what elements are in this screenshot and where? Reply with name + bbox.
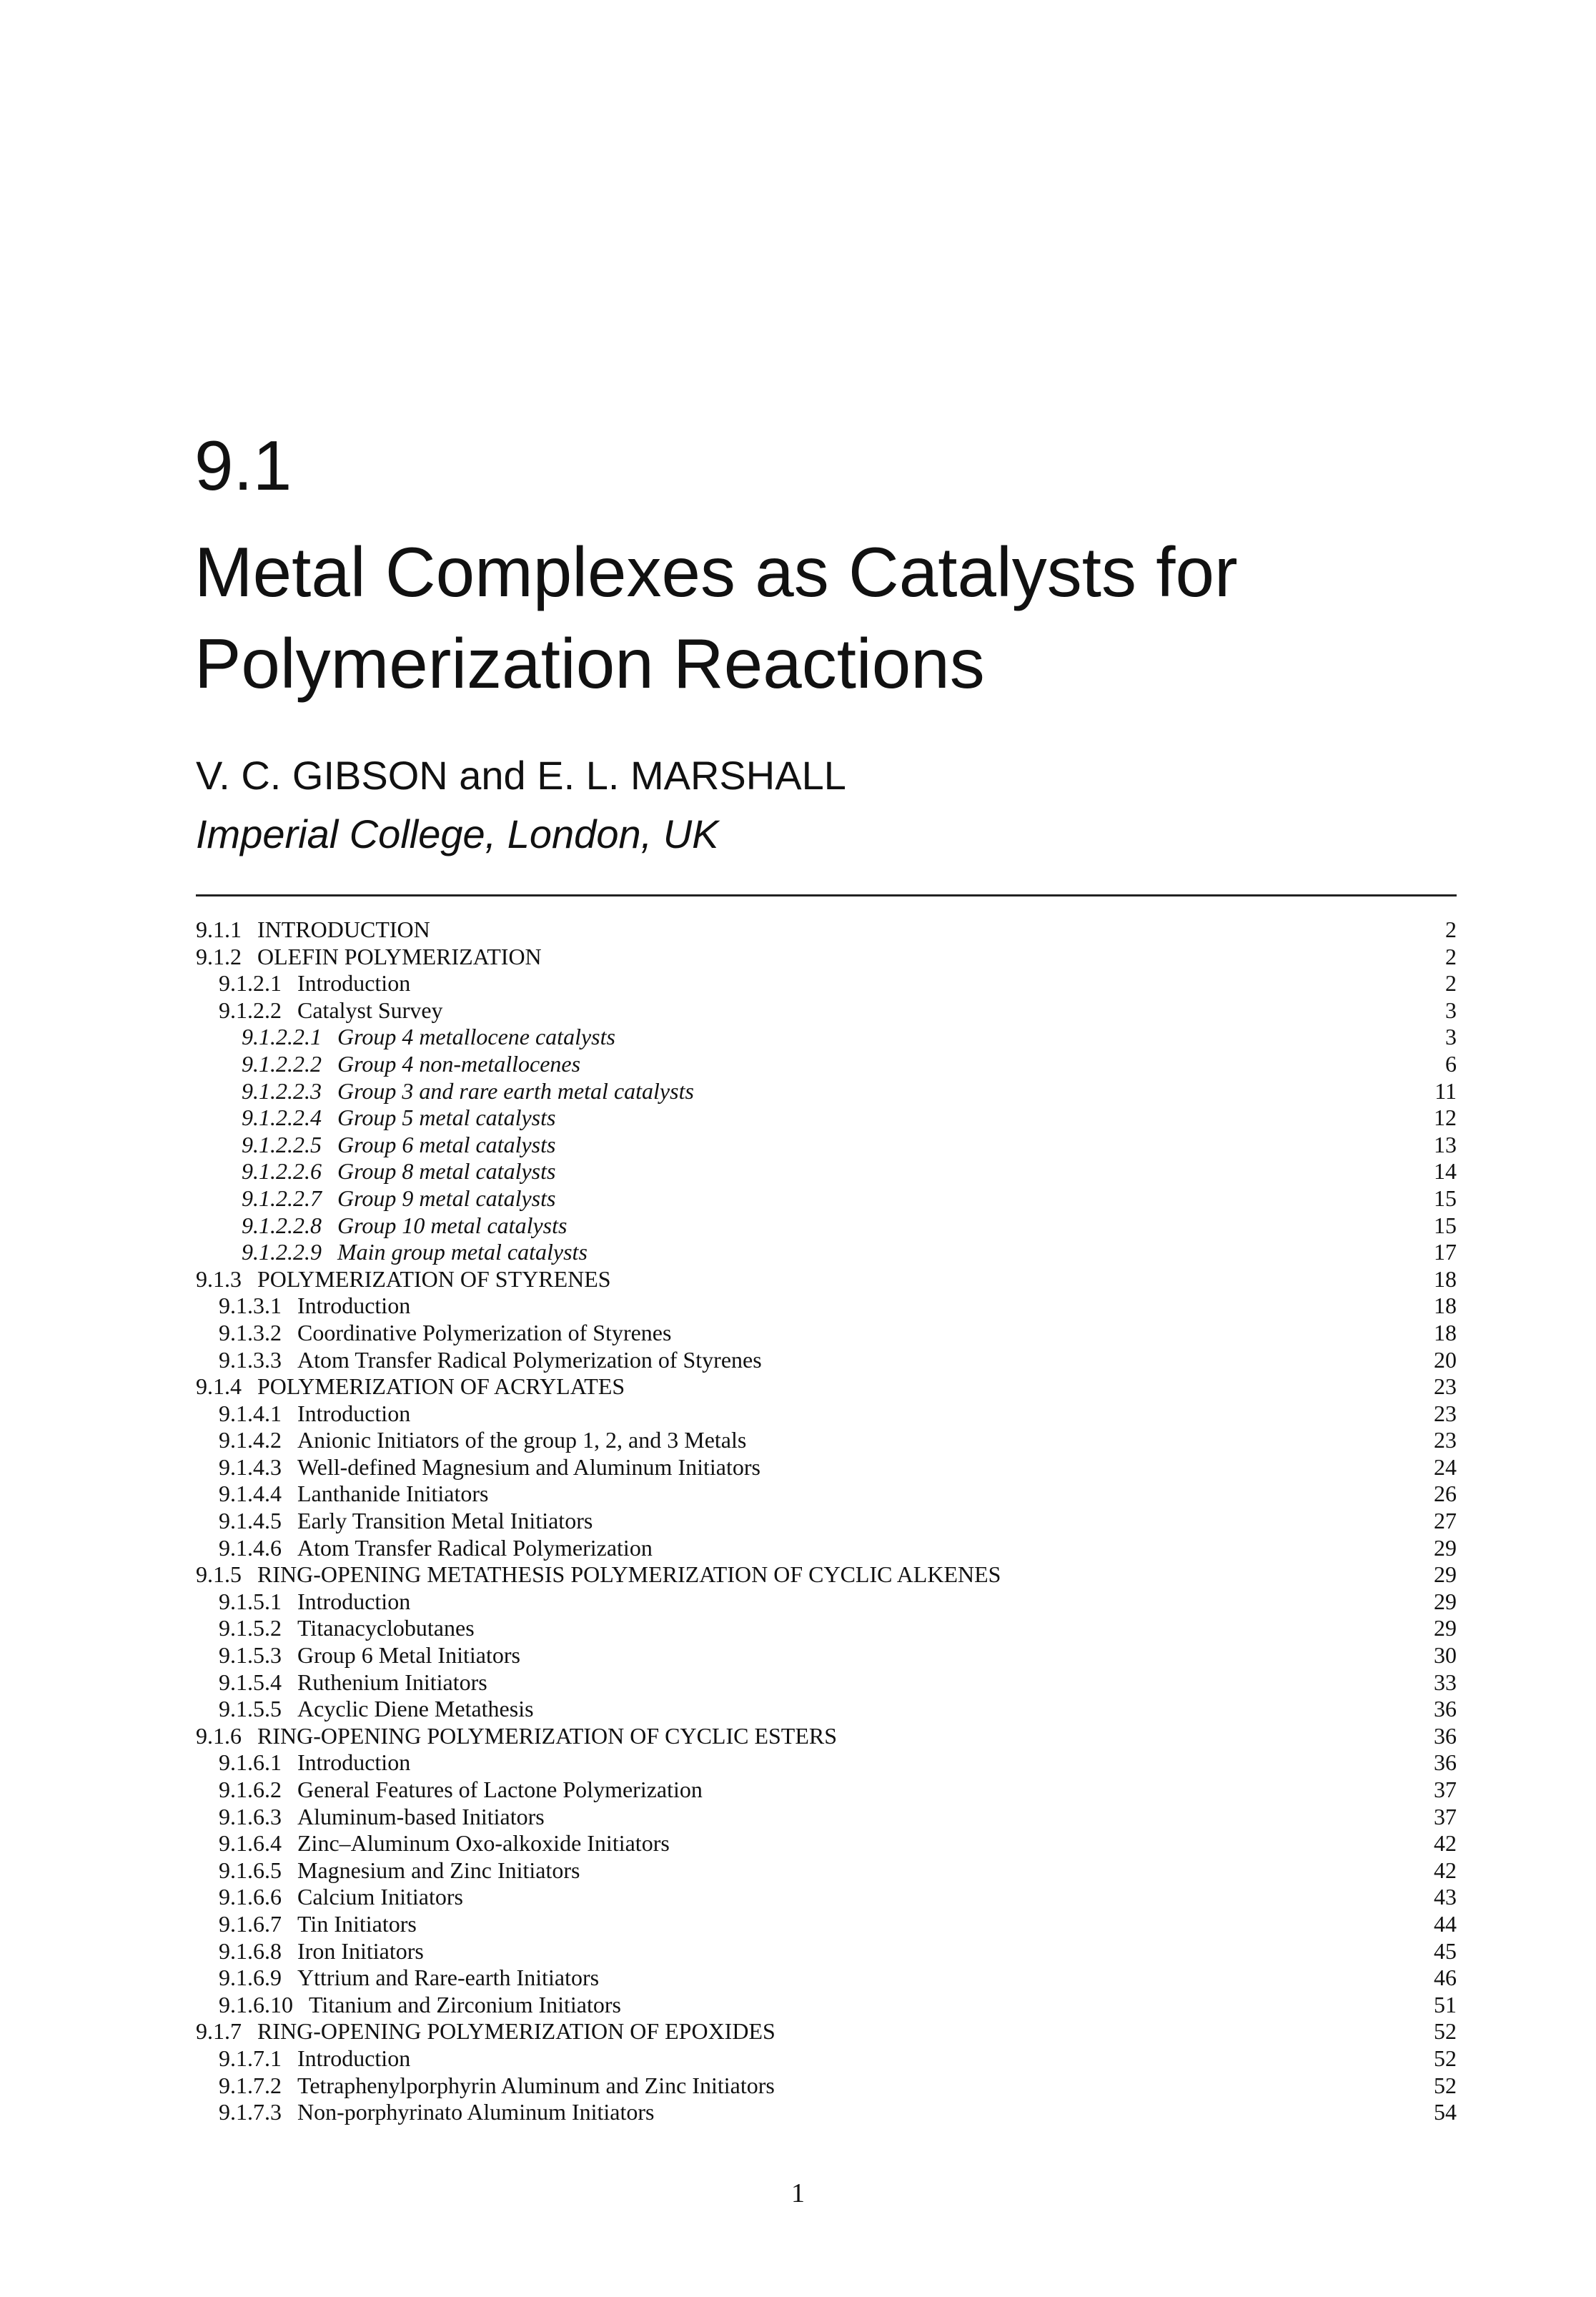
toc-entry: [196, 1347, 1457, 1374]
toc-entry: [196, 1615, 1457, 1642]
toc-entry-title: RING-OPENING METATHESIS POLYMERIZATION OF CYCLIC ALKENES: [257, 1561, 1001, 1588]
toc-entry: [196, 1857, 1457, 1884]
toc-entry-page: 2: [1445, 917, 1457, 942]
toc-entry-page: 29: [1434, 1588, 1457, 1614]
toc-entry-title: Titanium and Zirconium Initiators: [309, 1991, 621, 2017]
toc-entry-number: 9.1.2.2.6: [242, 1158, 322, 1185]
toc-entry-page: 15: [1434, 1185, 1457, 1211]
toc-entry-page: 2: [1445, 943, 1457, 969]
toc-entry: [196, 1293, 1457, 1320]
toc-entry-title: Group 9 metal catalysts: [337, 1185, 556, 1211]
toc-entry-page: 23: [1434, 1400, 1457, 1426]
toc-entry: [196, 1078, 1457, 1105]
toc-entry-number: 9.1.6.5: [219, 1857, 282, 1883]
affiliation: Imperial College, London, UK: [196, 811, 719, 856]
toc-entry-page: 36: [1434, 1722, 1457, 1749]
toc-entry-page: 18: [1434, 1265, 1457, 1292]
toc-entry-page: 29: [1434, 1615, 1457, 1641]
toc-entry: [196, 1024, 1457, 1051]
toc-entry-title: Group 5 metal catalysts: [337, 1105, 556, 1131]
toc-entry: [196, 2099, 1457, 2126]
toc-entry-page: 27: [1434, 1508, 1457, 1534]
toc-entry: [196, 1535, 1457, 1562]
toc-entry-number: 9.1.7.3: [219, 2099, 282, 2125]
toc-entry-page: 23: [1434, 1427, 1457, 1453]
toc-entry-title: Introduction: [297, 1588, 411, 1614]
toc-entry-page: 14: [1434, 1158, 1457, 1185]
toc-entry-title: Early Transition Metal Initiators: [297, 1508, 593, 1534]
toc-entry: [196, 970, 1457, 997]
toc-entry-number: 9.1.3.1: [219, 1293, 282, 1319]
toc-entry-title: OLEFIN POLYMERIZATION: [257, 943, 542, 969]
toc-entry-page: 29: [1434, 1561, 1457, 1588]
toc-entry-title: Group 4 metallocene catalysts: [337, 1024, 615, 1050]
toc-entry: [196, 1373, 1457, 1401]
toc-entry: [196, 1830, 1457, 1857]
toc-entry: [196, 1642, 1457, 1669]
toc-entry-number: 9.1.2.2.8: [242, 1212, 322, 1238]
authors: V. C. GIBSON and E. L. MARSHALL: [196, 753, 846, 798]
toc-entry-page: 52: [1434, 2072, 1457, 2098]
toc-entry-number: 9.1.5.5: [219, 1696, 282, 1722]
toc-entry: [196, 1427, 1457, 1454]
toc-entry-title: Titanacyclobutanes: [297, 1615, 475, 1641]
toc-entry-number: 9.1.2.1: [219, 970, 282, 997]
toc-entry-title: Introduction: [297, 1400, 411, 1426]
toc-entry-page: 26: [1434, 1481, 1457, 1507]
toc-entry-number: 9.1.5.2: [219, 1615, 282, 1641]
toc-entry: [196, 1938, 1457, 1965]
toc-entry-title: Group 6 Metal Initiators: [297, 1642, 520, 1669]
toc-entry-title: Introduction: [297, 970, 411, 997]
toc-entry-number: 9.1.3: [196, 1265, 242, 1292]
toc-entry: [196, 997, 1457, 1024]
toc-entry-page: 18: [1434, 1293, 1457, 1319]
toc-entry-number: 9.1.6.4: [219, 1830, 282, 1857]
toc-entry-number: 9.1.5: [196, 1561, 242, 1588]
toc-entry-number: 9.1.6: [196, 1722, 242, 1749]
toc-entry-title: Iron Initiators: [297, 1937, 424, 1964]
toc-entry: [196, 1212, 1457, 1240]
toc-entry-page: 42: [1434, 1830, 1457, 1857]
toc-entry-number: 9.1.2.2: [219, 997, 282, 1023]
toc-entry-page: 24: [1434, 1453, 1457, 1480]
toc-entry-title: Zinc–Aluminum Oxo-alkoxide Initiators: [297, 1830, 670, 1857]
toc-entry-title: POLYMERIZATION OF STYRENES: [257, 1265, 611, 1292]
toc-entry-title: Group 3 and rare earth metal catalysts: [337, 1077, 694, 1104]
toc-entry-number: 9.1.1: [196, 917, 242, 942]
toc-entry-title: Magnesium and Zinc Initiators: [297, 1857, 580, 1883]
chapter-title: Metal Complexes as Catalysts for Polymerization Reactions: [194, 533, 1238, 703]
toc-entry: [196, 1481, 1457, 1508]
toc-entry-page: 43: [1434, 1884, 1457, 1910]
toc-entry-title: Catalyst Survey: [297, 997, 443, 1023]
toc-entry-number: 9.1.2.2.3: [242, 1077, 322, 1104]
toc-entry-number: 9.1.4.3: [219, 1453, 282, 1480]
toc-entry-title: Calcium Initiators: [297, 1884, 463, 1910]
toc-entry-page: 2: [1445, 970, 1457, 997]
toc-entry-page: 44: [1434, 1910, 1457, 1937]
toc-entry-page: 37: [1434, 1777, 1457, 1802]
toc-entry: [196, 2018, 1457, 2045]
toc-entry-page: 52: [1434, 2045, 1457, 2071]
toc-entry-number: 9.1.7.1: [219, 2045, 282, 2071]
toc-entry-page: 23: [1434, 1373, 1457, 1400]
toc-entry-title: Tetraphenylporphyrin Aluminum and Zinc Initiators: [297, 2072, 775, 2098]
toc-entry-page: 3: [1445, 997, 1457, 1023]
toc-entry: [196, 1239, 1457, 1266]
toc-entry-number: 9.1.6.8: [219, 1937, 282, 1964]
toc-entry-page: 45: [1434, 1937, 1457, 1964]
toc-entry-number: 9.1.5.4: [219, 1669, 282, 1695]
toc-entry-page: 36: [1434, 1749, 1457, 1776]
toc-entry-number: 9.1.6.7: [219, 1910, 282, 1937]
toc-entry-title: RING-OPENING POLYMERIZATION OF EPOXIDES: [257, 2018, 775, 2045]
toc-entry: [196, 1454, 1457, 1481]
toc-entry: [196, 1320, 1457, 1347]
toc-entry-number: 9.1.4.1: [219, 1400, 282, 1426]
toc-entry-number: 9.1.2.2.1: [242, 1024, 322, 1050]
toc-entry: [196, 2045, 1457, 2073]
toc-entry-page: 30: [1434, 1642, 1457, 1669]
header-divider: [196, 894, 1457, 896]
toc-entry-title: Well-defined Magnesium and Aluminum Initiators: [297, 1453, 760, 1480]
toc-entry: [196, 1804, 1457, 1831]
toc-entry-title: Group 10 metal catalysts: [337, 1212, 567, 1238]
toc-entry-title: POLYMERIZATION OF ACRYLATES: [257, 1373, 625, 1400]
toc-entry-number: 9.1.3.3: [219, 1346, 282, 1373]
toc-entry-page: 51: [1434, 1991, 1457, 2017]
toc-entry: [196, 1132, 1457, 1159]
toc-entry: [196, 1401, 1457, 1428]
toc-entry-number: 9.1.2.2.7: [242, 1185, 322, 1211]
toc-entry: [196, 1884, 1457, 1911]
toc-entry-number: 9.1.4.4: [219, 1481, 282, 1507]
toc-entry: [196, 1561, 1457, 1589]
toc-entry-number: 9.1.6.2: [219, 1777, 282, 1802]
toc-entry: [196, 1777, 1457, 1804]
toc-entry-page: 13: [1434, 1131, 1457, 1157]
toc-entry: [196, 1105, 1457, 1132]
toc-entry-number: 9.1.7.2: [219, 2072, 282, 2098]
toc-entry-page: 12: [1434, 1105, 1457, 1131]
toc-entry-number: 9.1.2.2.4: [242, 1105, 322, 1131]
toc-entry-number: 9.1.2.2.2: [242, 1050, 322, 1077]
toc-entry-number: 9.1.6.9: [219, 1965, 282, 1991]
toc-entry-number: 9.1.6.1: [219, 1749, 282, 1776]
toc-entry-page: 37: [1434, 1803, 1457, 1829]
toc-entry-title: Lanthanide Initiators: [297, 1481, 489, 1507]
toc-entry-page: 11: [1434, 1077, 1457, 1104]
toc-entry: [196, 1749, 1457, 1777]
toc-entry: [196, 1266, 1457, 1293]
toc-entry-page: 54: [1434, 2099, 1457, 2125]
toc-entry: [196, 1965, 1457, 1992]
toc-entry-title: Atom Transfer Radical Polymerization: [297, 1534, 653, 1561]
toc-entry-page: 33: [1434, 1669, 1457, 1695]
toc-entry-title: Group 6 metal catalysts: [337, 1131, 556, 1157]
toc-entry-title: Main group metal catalysts: [337, 1239, 588, 1265]
toc-entry: [196, 1696, 1457, 1723]
toc-entry-title: Ruthenium Initiators: [297, 1669, 487, 1695]
toc-entry-number: 9.1.5.3: [219, 1642, 282, 1669]
toc-entry-number: 9.1.4: [196, 1373, 242, 1400]
toc-entry: [196, 2073, 1457, 2100]
toc-entry-title: Tin Initiators: [297, 1910, 417, 1937]
toc-entry-title: Introduction: [297, 1749, 411, 1776]
toc-entry: [196, 944, 1457, 971]
toc-entry-number: 9.1.5.1: [219, 1588, 282, 1614]
toc-entry: [196, 1669, 1457, 1696]
toc-entry-page: 46: [1434, 1965, 1457, 1991]
toc-entry-title: Introduction: [297, 2045, 411, 2071]
toc-entry-title: General Features of Lactone Polymerization: [297, 1777, 703, 1802]
toc-entry-title: Introduction: [297, 1293, 411, 1319]
toc-entry-title: Yttrium and Rare-earth Initiators: [297, 1965, 600, 1991]
toc-entry-title: INTRODUCTION: [257, 917, 430, 942]
toc-entry-page: 42: [1434, 1857, 1457, 1883]
toc-entry-number: 9.1.2.2.5: [242, 1131, 322, 1157]
table-of-contents: [196, 917, 1457, 2126]
toc-entry-title: Group 8 metal catalysts: [337, 1158, 556, 1185]
toc-entry: [196, 917, 1457, 944]
toc-entry-title: Anionic Initiators of the group 1, 2, and 3 Metals: [297, 1427, 747, 1453]
toc-entry-title: Atom Transfer Radical Polymerization of Styrenes: [297, 1346, 762, 1373]
toc-entry-page: 17: [1434, 1239, 1457, 1265]
toc-entry-number: 9.1.4.6: [219, 1534, 282, 1561]
toc-entry: [196, 1158, 1457, 1185]
toc-entry-page: 15: [1434, 1212, 1457, 1238]
toc-entry-number: 9.1.3.2: [219, 1319, 282, 1345]
toc-entry: [196, 1723, 1457, 1750]
toc-entry-page: 36: [1434, 1696, 1457, 1722]
toc-entry-number: 9.1.6.10: [219, 1991, 293, 2017]
toc-entry-number: 9.1.4.5: [219, 1508, 282, 1534]
toc-entry: [196, 1992, 1457, 2019]
toc-entry: [196, 1185, 1457, 1212]
toc-entry-page: 52: [1434, 2018, 1457, 2045]
toc-entry-number: 9.1.6.3: [219, 1803, 282, 1829]
toc-entry-title: Non-porphyrinato Aluminum Initiators: [297, 2099, 655, 2125]
toc-entry-title: RING-OPENING POLYMERIZATION OF CYCLIC ESTERS: [257, 1722, 838, 1749]
toc-entry-page: 20: [1434, 1346, 1457, 1373]
toc-entry: [196, 1911, 1457, 1938]
toc-entry-number: 9.1.4.2: [219, 1427, 282, 1453]
toc-entry-page: 18: [1434, 1319, 1457, 1345]
toc-entry: [196, 1589, 1457, 1616]
toc-entry-number: 9.1.2.2.9: [242, 1239, 322, 1265]
toc-entry-number: 9.1.7: [196, 2018, 242, 2045]
toc-entry-page: 6: [1445, 1050, 1457, 1077]
toc-entry-page: 29: [1434, 1534, 1457, 1561]
page-number: 1: [791, 2178, 805, 2208]
toc-entry-page: 3: [1445, 1024, 1457, 1050]
toc-entry-title: Acyclic Diene Metathesis: [297, 1696, 534, 1722]
toc-entry-title: Coordinative Polymerization of Styrenes: [297, 1319, 672, 1345]
toc-entry: [196, 1508, 1457, 1535]
toc-entry-title: Group 4 non-metallocenes: [337, 1050, 581, 1077]
toc-entry-number: 9.1.6.6: [219, 1884, 282, 1910]
toc-entry-number: 9.1.2: [196, 943, 242, 969]
chapter-number: 9.1: [194, 426, 292, 505]
toc-entry-title: Aluminum-based Initiators: [297, 1803, 545, 1829]
toc-entry: [196, 1051, 1457, 1078]
